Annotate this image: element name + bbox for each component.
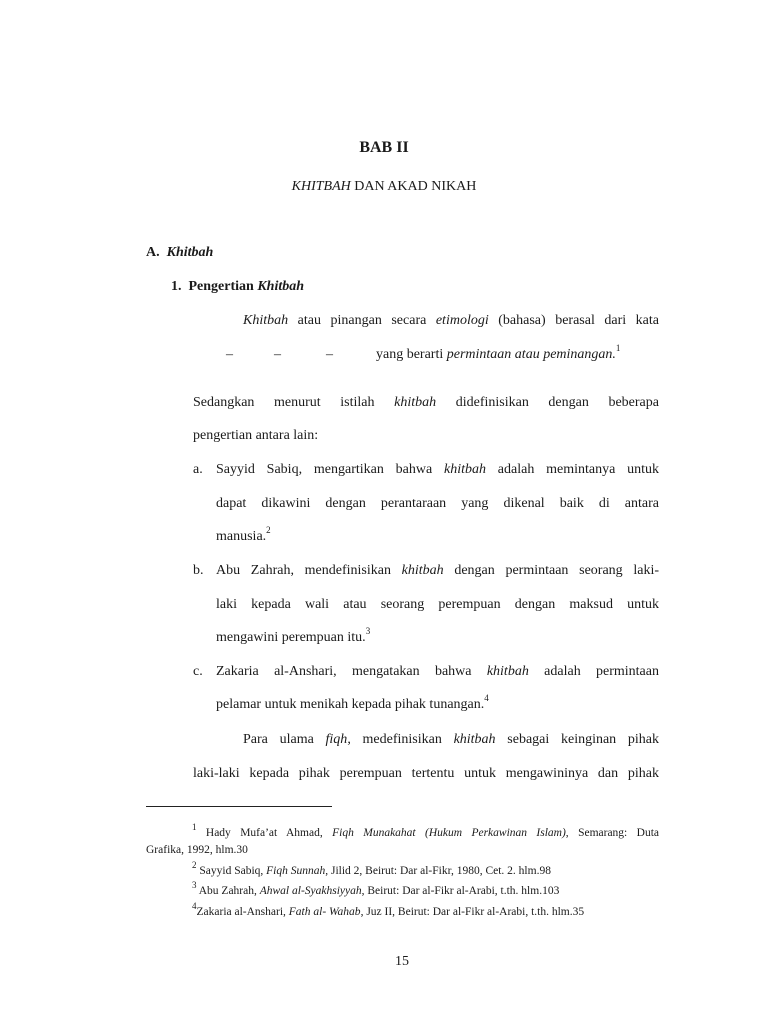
chapter-title-rest: DAN AKAD NIKAH xyxy=(350,179,477,194)
text-span: , medefinisikan xyxy=(347,732,454,747)
footnote-separator xyxy=(146,806,332,807)
item-b-marker: b. xyxy=(193,563,204,578)
text-span: , Jilid 2, Beirut: Dar al-Fikr, 1980, Cet. 2. hlm.98 xyxy=(325,865,551,877)
para2-line1 xyxy=(193,394,659,412)
para1-line1 xyxy=(243,312,659,330)
subsection-1-title-italic: Khitbah xyxy=(257,279,305,294)
footnote-2 xyxy=(192,860,551,879)
text-span: atau pinangan secara xyxy=(288,313,436,328)
footnote-title: Ahwal al-Syakhsiyyah xyxy=(259,885,362,897)
para3-line1 xyxy=(243,731,659,749)
subsection-1-title-plain: Pengertian xyxy=(188,279,258,294)
term-khitbah: khitbah xyxy=(453,732,496,747)
term-khitbah: khitbah xyxy=(401,563,444,578)
footnote-ref-3: 3 xyxy=(365,626,371,637)
footnote-number: 2 xyxy=(192,860,197,871)
text-span: Abu Zahrah, mendefinisikan xyxy=(216,563,402,578)
page-number: 15 xyxy=(395,954,409,969)
section-a-label: A. xyxy=(146,245,160,260)
text-span: Para ulama xyxy=(243,732,326,747)
item-b-line3 xyxy=(216,626,371,647)
term-fiqh: fiqh xyxy=(325,732,348,747)
text-span: , Semarang: Duta xyxy=(565,827,659,839)
item-a-line2: dapat dikawini dengan perantaraan yang dikenal baik di antara xyxy=(216,496,659,511)
text-span: Hady Mufa’at Ahmad, xyxy=(196,827,333,839)
item-a-line3 xyxy=(216,525,271,546)
term-khitbah: khitbah xyxy=(486,664,529,679)
item-a-line1 xyxy=(216,461,659,479)
item-b-line2: laki kepada wali atau seorang perempuan dengan maksud untuk xyxy=(216,597,659,612)
term-khitbah: khitbah xyxy=(394,395,437,410)
text-span: didefinisikan dengan beberapa xyxy=(436,395,659,410)
chapter-title-italic: KHITBAH xyxy=(291,179,351,194)
footnote-ref-2: 2 xyxy=(266,525,271,536)
text-span: Abu Zahrah, xyxy=(196,885,260,897)
section-a-title: Khitbah xyxy=(166,245,214,260)
footnote-number: 4 xyxy=(192,901,197,912)
para1-line2 xyxy=(376,343,621,364)
text-span: adalah memintanya untuk xyxy=(485,462,659,477)
footnote-ref-1: 1 xyxy=(615,343,621,354)
text-span: Sedangkan menurut istilah xyxy=(193,395,395,410)
text-span: mengawini perempuan itu. xyxy=(216,630,366,645)
dash-3: – xyxy=(326,347,333,362)
footnote-1-continued: Grafika, 1992, hlm.30 xyxy=(146,844,248,856)
footnote-1 xyxy=(146,822,659,841)
footnote-3 xyxy=(192,880,560,899)
text-span: (bahasa) berasal dari kata xyxy=(488,313,659,328)
item-c-line1 xyxy=(216,663,659,681)
subsection-1-heading xyxy=(171,278,304,296)
text-span: manusia. xyxy=(216,529,267,544)
term-khitbah: Khitbah xyxy=(243,313,289,328)
text-span: Zakaria al-Anshari, xyxy=(196,906,289,918)
text-span: Sayyid Sabiq, mengartikan bahwa xyxy=(216,462,444,477)
dash-1: – xyxy=(226,347,233,362)
item-c-marker: c. xyxy=(193,664,203,679)
footnote-title: Fiqh Sunnah xyxy=(266,865,326,877)
footnote-number: 1 xyxy=(192,822,197,833)
chapter-title xyxy=(0,178,768,196)
text-span: adalah permintaan xyxy=(528,664,659,679)
item-c-line2 xyxy=(216,693,489,714)
subsection-1-label: 1. xyxy=(171,279,182,294)
term-khitbah: khitbah xyxy=(443,462,486,477)
text-span: , Beirut: Dar al-Fikr al-Arabi, t.th. hlm.103 xyxy=(361,885,560,897)
text-span: dengan permintaan seorang laki- xyxy=(443,563,660,578)
term-permintaan: permintaan atau peminangan. xyxy=(446,347,616,362)
footnote-title: Fath al- Wahab xyxy=(288,906,361,918)
chapter-number: BAB II xyxy=(359,139,409,156)
para3-line2: laki-laki kepada pihak perempuan tertentu untuk mengawininya dan pihak xyxy=(193,766,659,781)
footnote-ref-4: 4 xyxy=(484,693,489,704)
text-span: yang berarti xyxy=(376,347,447,362)
text-span: Zakaria al-Anshari, mengatakan bahwa xyxy=(216,664,487,679)
footnote-number: 3 xyxy=(192,880,197,891)
text-span: , Juz II, Beirut: Dar al-Fikr al-Arabi, t.th. hlm.35 xyxy=(360,906,585,918)
item-b-line1 xyxy=(216,562,659,580)
text-span: sebagai keinginan pihak xyxy=(495,732,660,747)
dash-2: – xyxy=(274,347,281,362)
term-etimologi: etimologi xyxy=(435,313,489,328)
section-a-heading xyxy=(146,244,213,262)
footnote-title: Fiqh Munakahat (Hukum Perkawinan Islam) xyxy=(332,827,566,839)
para2-line2: pengertian antara lain: xyxy=(193,428,319,443)
text-span: pelamar untuk menikah kepada pihak tunangan. xyxy=(216,697,485,712)
item-a-marker: a. xyxy=(193,462,203,477)
text-span: Sayyid Sabiq, xyxy=(196,865,267,877)
footnote-4 xyxy=(192,901,585,920)
